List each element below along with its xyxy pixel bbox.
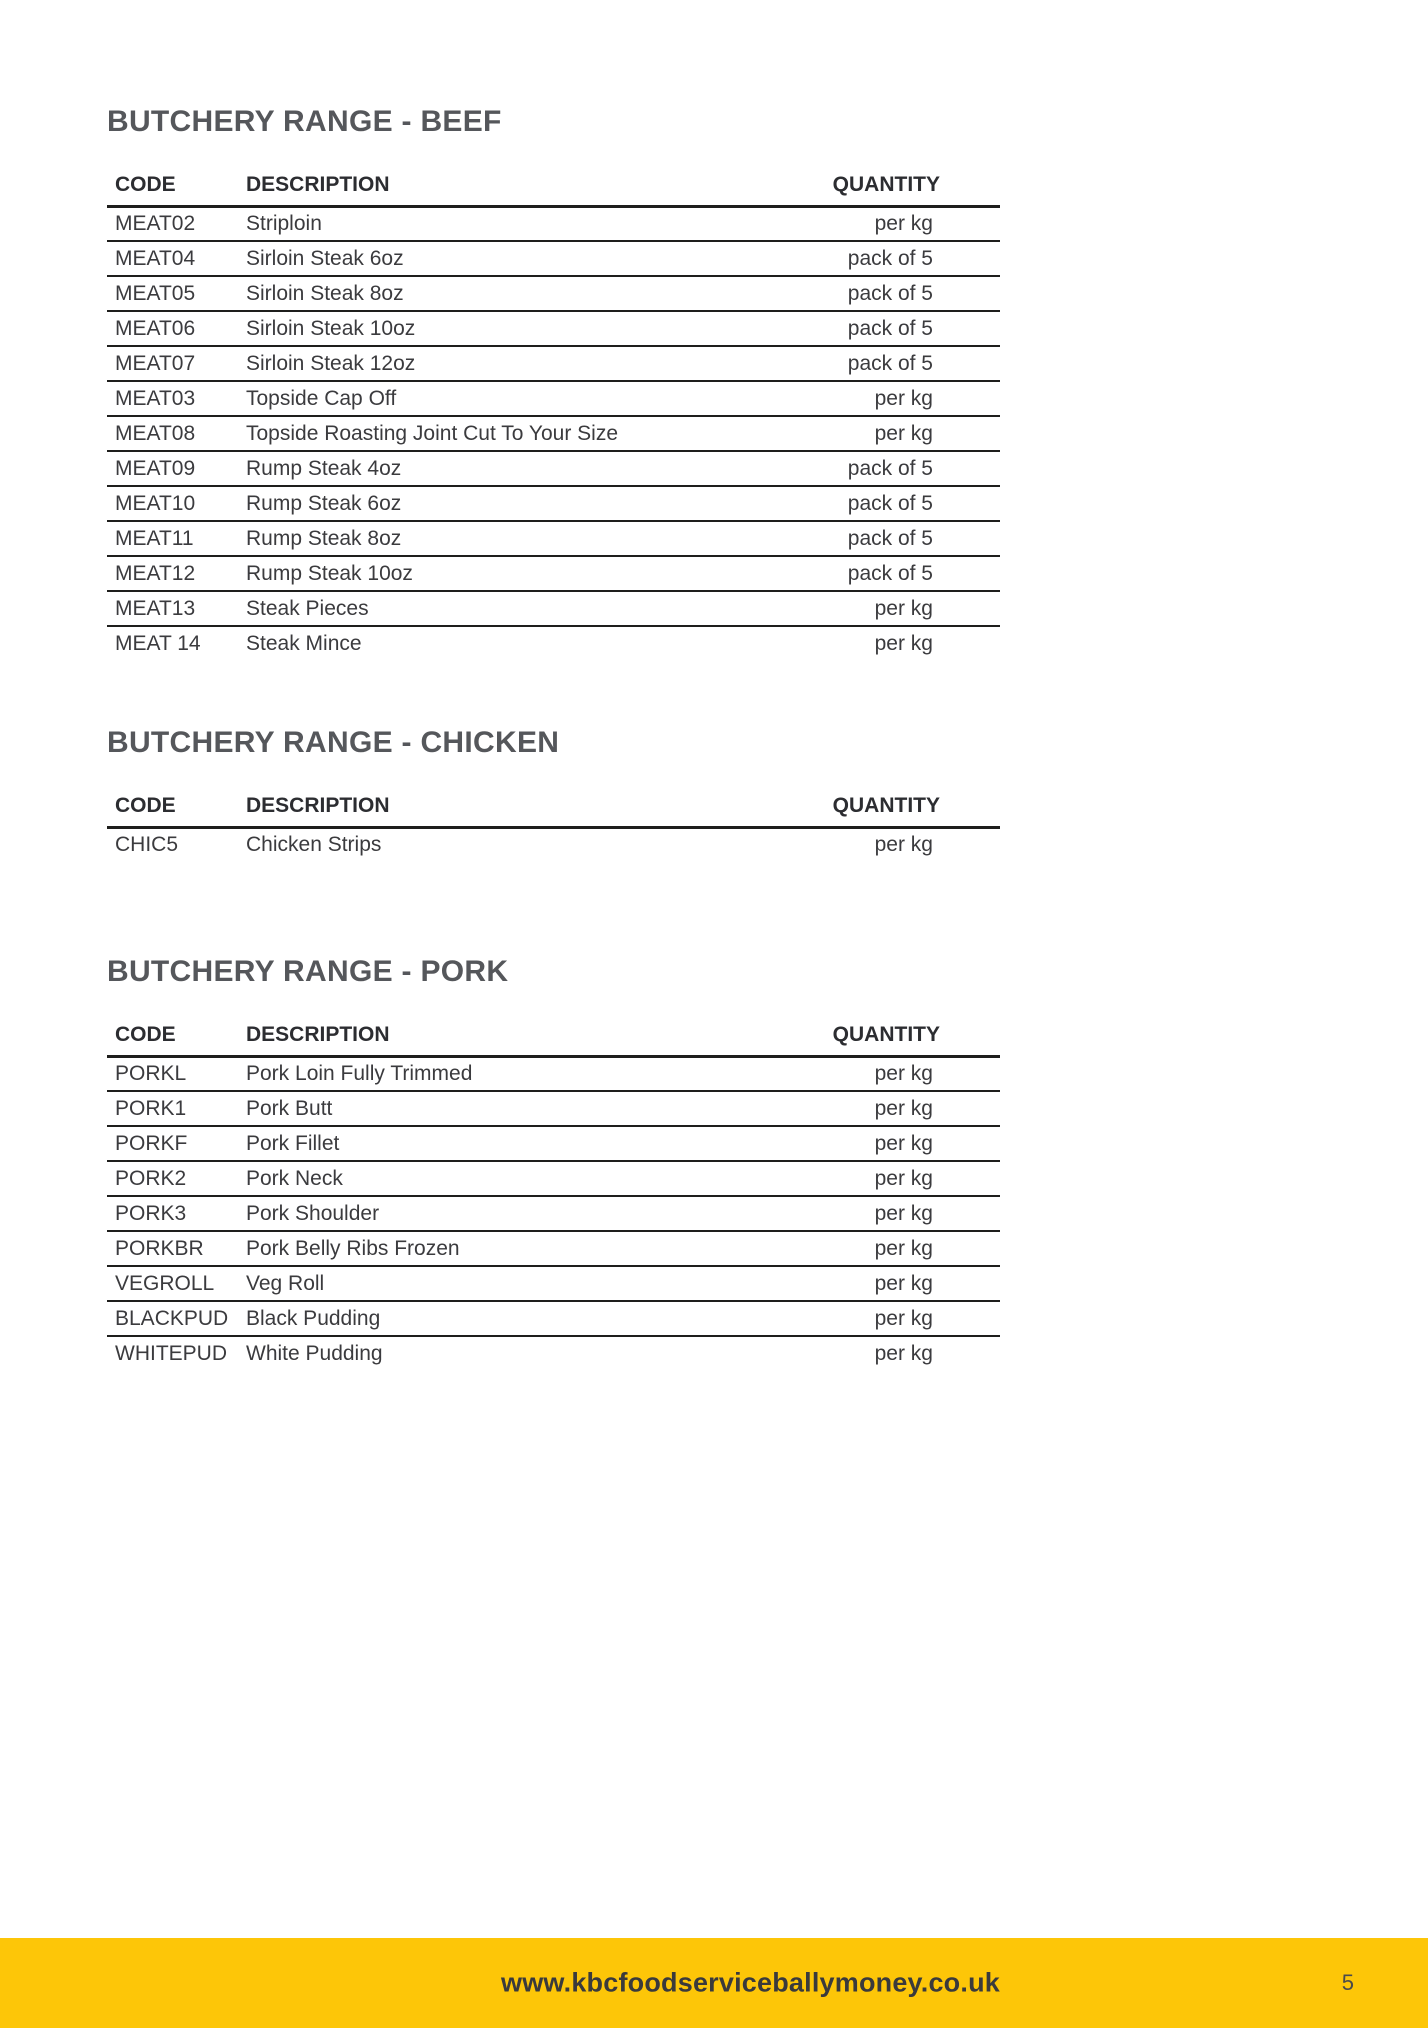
description-cell: Pork Neck [246, 1161, 770, 1196]
code-cell: MEAT11 [107, 521, 246, 556]
table-row [107, 591, 1000, 626]
quantity-cell: per kg [874, 1342, 933, 1365]
code-cell: PORKBR [107, 1231, 246, 1266]
code-cell: PORK1 [107, 1091, 246, 1126]
quantity-cell: per kg [770, 1091, 1000, 1126]
table-row [107, 1196, 1000, 1231]
table-row [107, 521, 1000, 556]
code-cell: MEAT12 [107, 556, 246, 591]
column-header-description: DESCRIPTION [246, 1016, 770, 1056]
table-row [107, 1056, 1000, 1091]
code-cell: PORK3 [107, 1196, 246, 1231]
code-cell: WHITEPUD [115, 1342, 227, 1365]
column-header-code: CODE [107, 787, 246, 827]
code-cell: MEAT07 [107, 346, 246, 381]
table-header-row [107, 166, 1000, 206]
quantity-cell: pack of 5 [770, 556, 1000, 591]
quantity-cell: per kg [770, 591, 1000, 626]
code-cell: MEAT02 [107, 206, 246, 241]
column-header-quantity: QUANTITY [770, 166, 1000, 206]
table-row [107, 311, 1000, 346]
description-cell: Pork Belly Ribs Frozen [246, 1231, 770, 1266]
table-row [107, 1266, 1000, 1301]
description-cell: Steak Mince [246, 632, 362, 655]
description-cell: Sirloin Steak 6oz [246, 241, 770, 276]
table-row [107, 827, 1000, 862]
pork-table-body [107, 1056, 1000, 1371]
description-cell: White Pudding [246, 1342, 383, 1365]
code-cell: MEAT04 [107, 241, 246, 276]
code-cell: PORKL [107, 1056, 246, 1091]
table-row [107, 346, 1000, 381]
description-cell: Striploin [246, 206, 770, 241]
quantity-cell: per kg [770, 1161, 1000, 1196]
description-cell: Rump Steak 8oz [246, 521, 770, 556]
table-row [107, 1301, 1000, 1336]
description-cell: Black Pudding [246, 1301, 770, 1336]
table-header-row [107, 1016, 1000, 1056]
table-row [107, 1161, 1000, 1196]
beef-product-table [107, 166, 1000, 661]
column-header-code: CODE [107, 1016, 246, 1056]
quantity-cell: per kg [770, 1231, 1000, 1266]
table-row [107, 381, 1000, 416]
code-cell: BLACKPUD [107, 1301, 246, 1336]
description-cell: Pork Loin Fully Trimmed [246, 1056, 770, 1091]
table-row [107, 1336, 1000, 1371]
table-row [107, 1231, 1000, 1266]
quantity-cell: pack of 5 [770, 311, 1000, 346]
table-row [107, 556, 1000, 591]
quantity-cell: per kg [770, 381, 1000, 416]
quantity-cell: pack of 5 [770, 241, 1000, 276]
quantity-cell: per kg [770, 1056, 1000, 1091]
description-cell: Veg Roll [246, 1266, 770, 1301]
description-cell: Pork Butt [246, 1091, 770, 1126]
quantity-cell: per kg [770, 206, 1000, 241]
quantity-cell: pack of 5 [770, 486, 1000, 521]
code-cell: MEAT13 [107, 591, 246, 626]
description-cell: Rump Steak 4oz [246, 451, 770, 486]
description-cell: Chicken Strips [246, 833, 382, 857]
code-cell: VEGROLL [107, 1266, 246, 1301]
table-header-row [107, 787, 1000, 827]
quantity-cell: per kg [874, 632, 933, 655]
description-cell: Steak Pieces [246, 591, 770, 626]
page-content [107, 0, 1000, 1371]
description-cell: Sirloin Steak 10oz [246, 311, 770, 346]
code-cell: MEAT08 [107, 416, 246, 451]
footer-band [0, 1938, 1428, 2028]
quantity-cell: pack of 5 [770, 276, 1000, 311]
section-title-beef: BUTCHERY RANGE - BEEF [107, 105, 502, 138]
quantity-cell: pack of 5 [770, 346, 1000, 381]
column-header-code: CODE [107, 166, 246, 206]
description-cell: Pork Fillet [246, 1126, 770, 1161]
quantity-cell: pack of 5 [770, 451, 1000, 486]
description-cell: Rump Steak 6oz [246, 486, 770, 521]
column-header-description: DESCRIPTION [246, 166, 770, 206]
code-cell: MEAT 14 [115, 632, 201, 655]
chicken-product-table [107, 787, 1000, 862]
quantity-cell: per kg [770, 1266, 1000, 1301]
table-row [107, 1091, 1000, 1126]
chicken-table-body [107, 827, 1000, 862]
code-cell: MEAT03 [107, 381, 246, 416]
code-cell: MEAT09 [107, 451, 246, 486]
code-cell: CHIC5 [115, 833, 179, 857]
description-cell: Sirloin Steak 12oz [246, 346, 770, 381]
footer-website-link[interactable]: www.kbcfoodserviceballymoney.co.uk [501, 1967, 1000, 1998]
description-cell: Rump Steak 10oz [246, 556, 770, 591]
section-title-pork: BUTCHERY RANGE - PORK [107, 955, 509, 988]
section-butchery-beef [107, 0, 1000, 661]
quantity-cell: per kg [770, 1196, 1000, 1231]
section-butchery-chicken [107, 725, 1000, 862]
column-header-quantity: QUANTITY [770, 787, 1000, 827]
description-cell: Pork Shoulder [246, 1196, 770, 1231]
description-cell: Topside Cap Off [246, 381, 770, 416]
column-header-quantity: QUANTITY [770, 1016, 1000, 1056]
quantity-cell: per kg [874, 833, 933, 857]
page-number: 5 [1341, 1970, 1354, 1995]
description-cell: Topside Roasting Joint Cut To Your Size [246, 416, 770, 451]
description-cell: Sirloin Steak 8oz [246, 276, 770, 311]
quantity-cell: per kg [770, 1301, 1000, 1336]
code-cell: MEAT06 [107, 311, 246, 346]
table-row [107, 206, 1000, 241]
quantity-cell: per kg [770, 1126, 1000, 1161]
section-title-chicken: BUTCHERY RANGE - CHICKEN [107, 726, 560, 759]
table-row [107, 276, 1000, 311]
quantity-cell: per kg [770, 416, 1000, 451]
column-header-description: DESCRIPTION [246, 787, 770, 827]
table-row [107, 486, 1000, 521]
code-cell: MEAT10 [107, 486, 246, 521]
code-cell: MEAT05 [107, 276, 246, 311]
section-butchery-pork [107, 954, 1000, 1371]
table-row [107, 416, 1000, 451]
table-row [107, 1126, 1000, 1161]
quantity-cell: pack of 5 [770, 521, 1000, 556]
table-row [107, 626, 1000, 661]
table-row [107, 241, 1000, 276]
pork-product-table [107, 1016, 1000, 1371]
code-cell: PORK2 [107, 1161, 246, 1196]
table-row [107, 451, 1000, 486]
beef-table-body [107, 206, 1000, 661]
code-cell: PORKF [107, 1126, 246, 1161]
